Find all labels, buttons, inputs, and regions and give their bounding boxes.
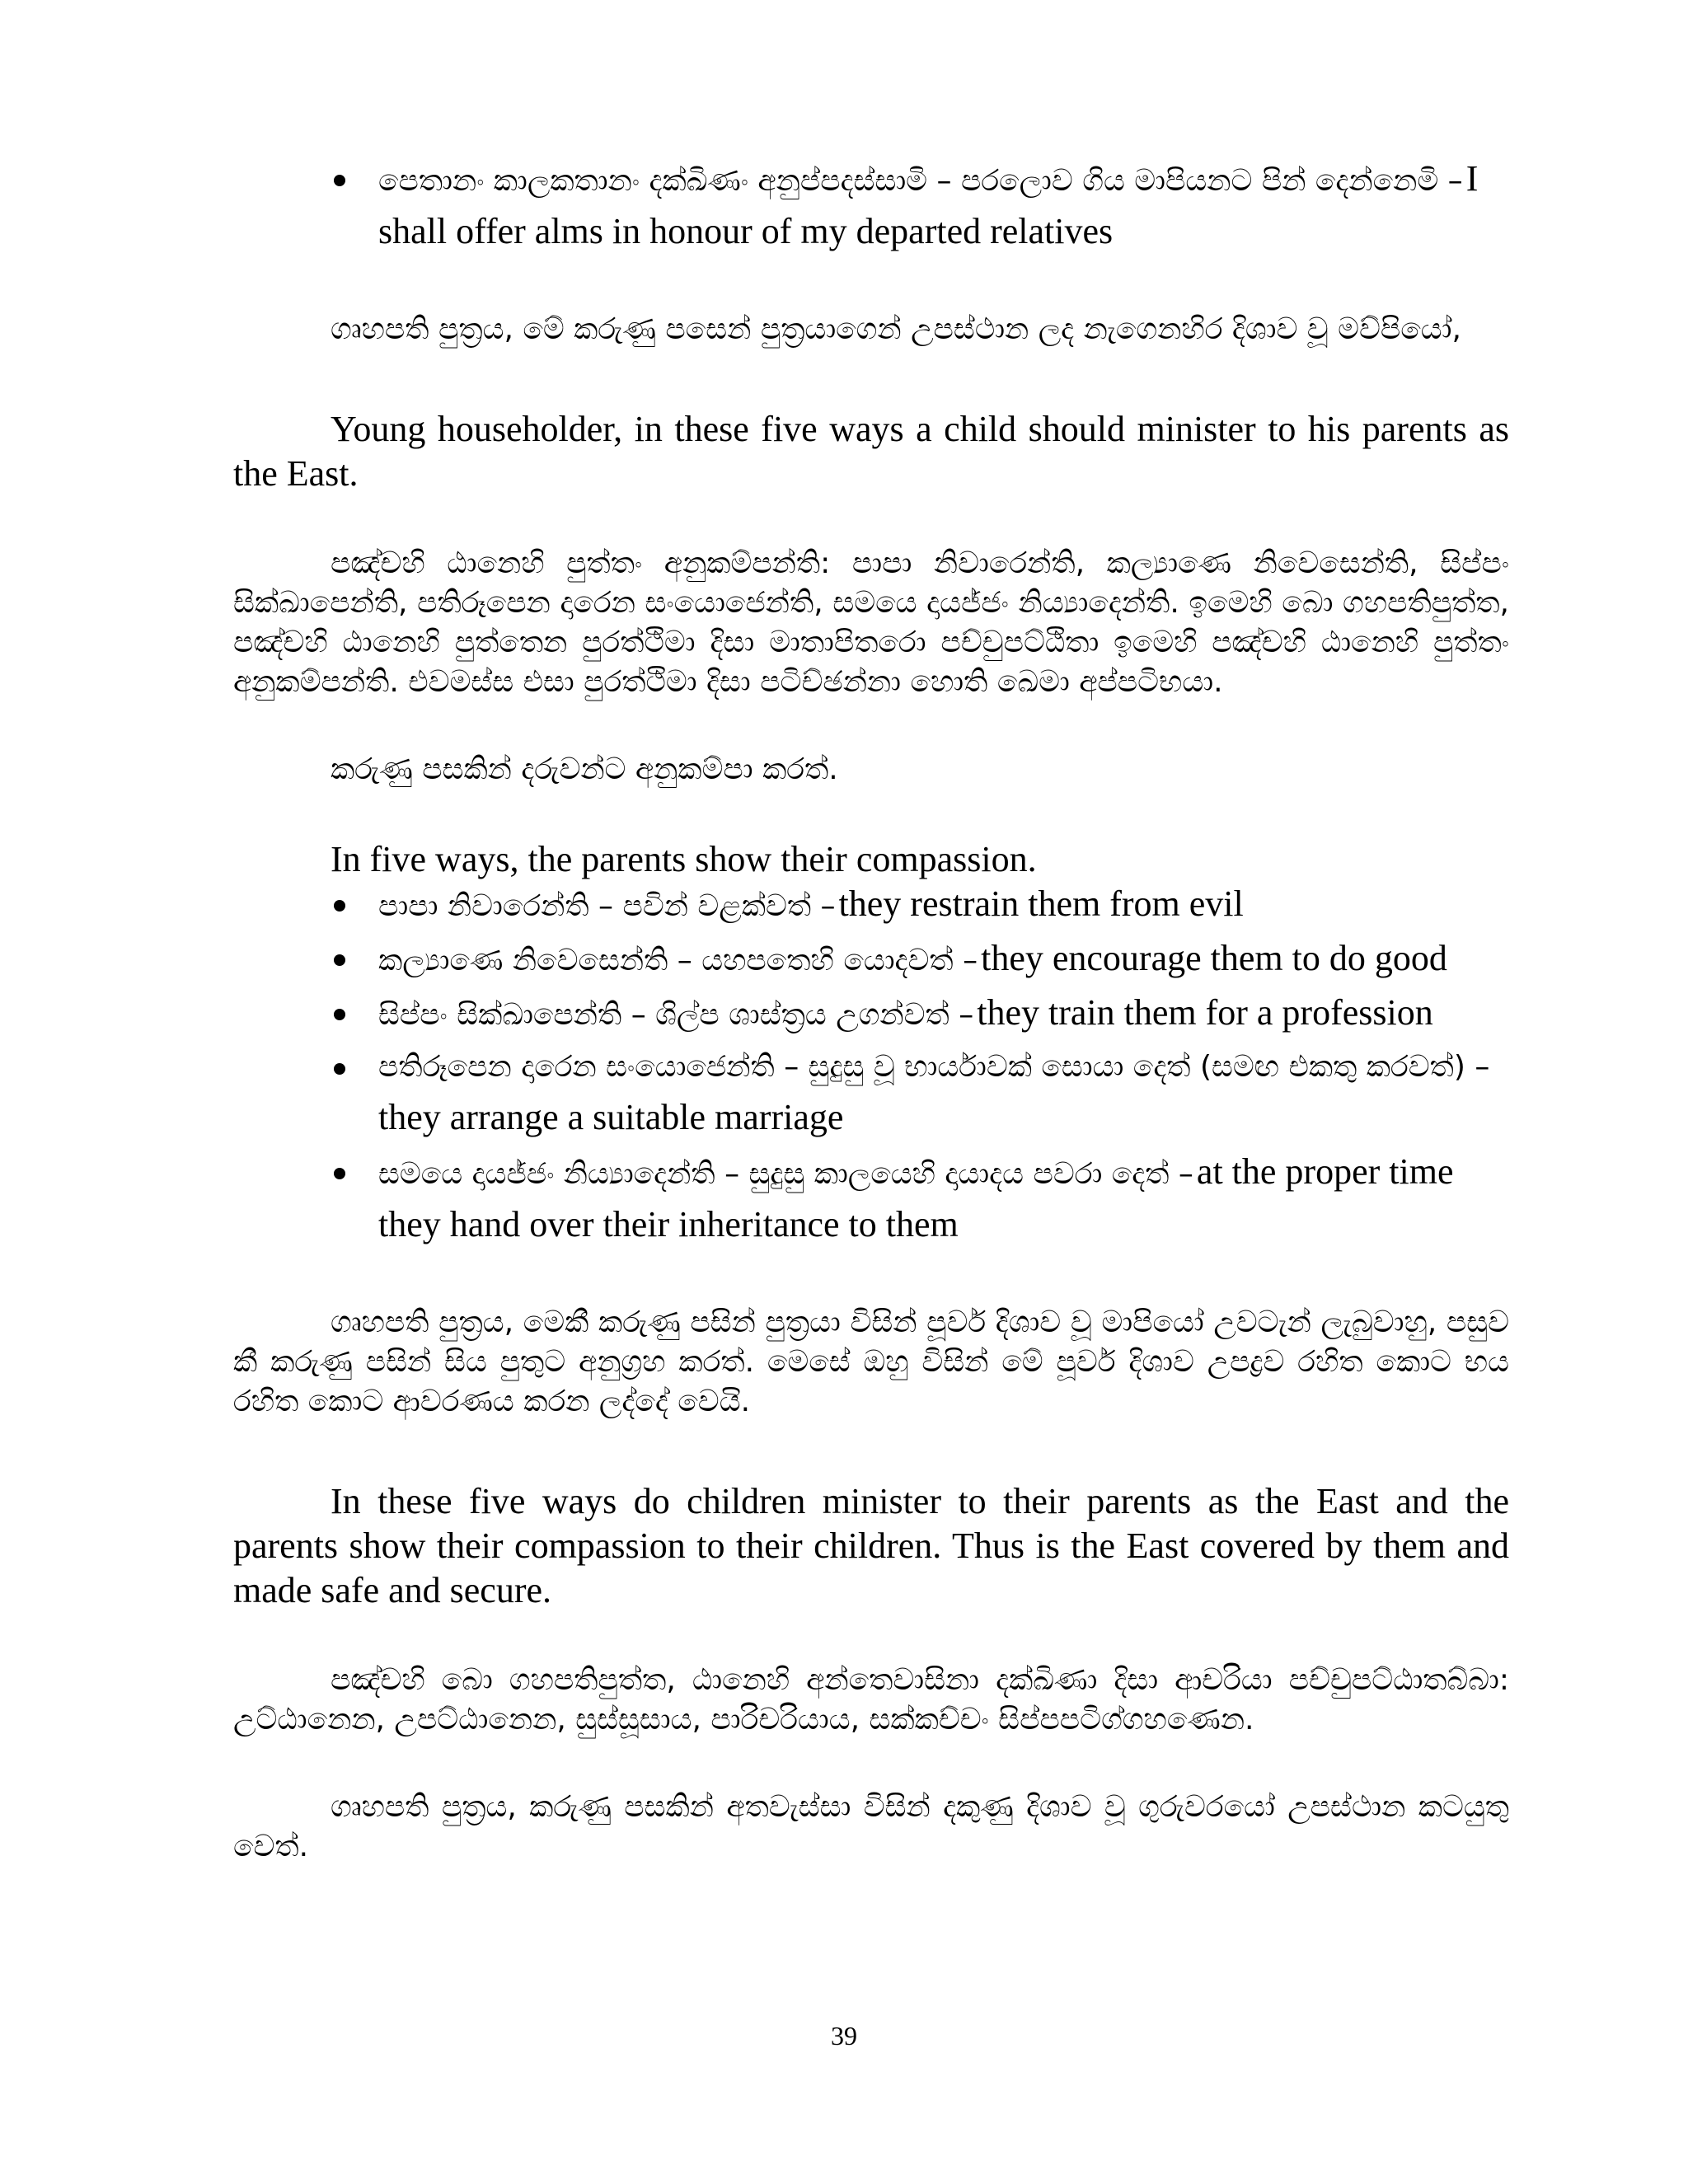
list-item bbox=[233, 991, 1509, 1043]
bullet-sinhala-text: සමයෙ දායජ්ජං නිය්‍යාදෙන්ති – සුදුසු කාලයෙහි දායාදය පවරා දෙත් – bbox=[378, 1157, 1193, 1191]
bullet-english-text: they restrain them from evil bbox=[838, 883, 1244, 924]
paragraph-english-3: In these five ways do children minister to their parents as the East and the parents show their compassion to their children. Thus is the East covered by them and made safe and secure. bbox=[233, 1481, 1509, 1610]
bullet-icon bbox=[334, 954, 345, 966]
page-number: 39 bbox=[831, 2021, 857, 2050]
bullet-icon bbox=[334, 1009, 345, 1020]
list-item bbox=[233, 1045, 1509, 1148]
bullet-english-text: I shall offer alms in honour of my departed relatives bbox=[378, 158, 1479, 251]
paragraph-sinhala-4: ගෘහපති පුත්‍රය, කරුණු පසකින් අතවැස්සා විසින් දකුණු දිශාව වූ ගුරුවරයෝ උපස්ථාන කටයුතු වෙත්. bbox=[233, 1790, 1509, 1863]
paragraph-english-1: Young householder, in these five ways a child should minister to his parents as the East. bbox=[233, 409, 1509, 494]
bullet-icon bbox=[334, 900, 345, 912]
list-item bbox=[233, 936, 1509, 989]
paragraph-english-2: In five ways, the parents show their compassion. bbox=[331, 839, 1037, 879]
bullet-sinhala-text: පාපා නිවාරෙන්ති – පවින් වළක්වත් – bbox=[378, 889, 836, 923]
bullet-english-text: they arrange a suitable marriage bbox=[378, 1097, 844, 1137]
bullet-english-text: they encourage them to do good bbox=[981, 938, 1447, 978]
bullet-english-text: they train them for a profession bbox=[977, 992, 1433, 1033]
list-item bbox=[233, 157, 1509, 262]
paragraph-sinhala-1: ගෘහපති පුත්‍රය, මේ කරුණු පසෙන් පුත්‍රයාගෙන් උපස්ථාන ලද නැගෙනහිර දිශාව වූ මව්පියෝ, bbox=[331, 312, 1461, 346]
bullet-english-text: at the proper time they hand over their inheritance to them bbox=[378, 1151, 1454, 1244]
list-item bbox=[233, 1150, 1509, 1255]
bullet-icon bbox=[334, 1168, 345, 1179]
list-item bbox=[233, 882, 1509, 935]
bullet-sinhala-text: සිප්පං සික්ඛාපෙන්ති – ශිල්ප ශාස්ත්‍රය උගන්වත් – bbox=[378, 998, 974, 1032]
bullet-icon bbox=[334, 175, 345, 186]
bullet-sinhala-text: පතිරූපෙන දාරෙන සංයොජෙන්ති – සුදුසු වූ භාර්යාවක් සොයා දෙත් (සමඟ එකතු කරවත්) – bbox=[378, 1050, 1490, 1084]
bullet-sinhala-text: පෙතානං කාලකතානං දක්ඛිණං අනුප්පදස්සාමි – පරලොව ගිය මාපියනට පින් දෙන්නෙමි – bbox=[378, 164, 1463, 198]
paragraph-pali-1: පඤ්චහි ඨානෙහි පුත්තං අනුකම්පන්ති: පාපා නිවාරෙන්ති, කල්‍යාණෙ නිවෙසෙන්ති, සිප්පං සික්ඛාපෙන්ති, පතිරූපෙන දාරෙන සංයොජෙන්ති, සමයෙ දායජ්ජං නිය්‍යාදෙන්ති. ඉමෙහි බො ගහපතිපුත්ත, පඤ්චහි ඨානෙහි පුත්තෙන පුරත්ථිමා දිසා මාතාපිතරො පච්චුපට්ඨිතා ඉමෙහි පඤ්චහි ඨානෙහි පුත්තං අනුකම්පන්ති. එවමස්ස එසා පුරත්ථිමා දිසා පටිච්ඡන්නා හොති ඛෙමා අප්පටිභයා. bbox=[233, 546, 1509, 699]
paragraph-sinhala-3: ගෘහපති පුත්‍රය, මෙකී කරුණු පසින් පුත්‍රයා විසින් පූර්ව දිශාව වූ මාපියෝ උවටැන් ලැබුවාහු, පසුව කී කරුණු පසින් සිය පුතුට අනුග්‍රහ කරත්. මෙසේ ඔහු විසින් මේ පූර්ව දිශාව උපද්‍රව රහිත කොට භය රහිත කොට ආවරණය කරන ලද්දේ වෙයි. bbox=[233, 1305, 1509, 1418]
page-content bbox=[233, 157, 1509, 1867]
paragraph-pali-2: පඤ්චහි බො ගහපතිපුත්ත, ඨානෙහි අන්තෙවාසිනා දක්ඛිණා දිසා ආචරියා පච්චුපට්ඨාතබ්බා: උට්ඨානෙන, උපට්ඨානෙන, සුස්සූසාය, පාරිචරියාය, සක්කච්චං සිප්පපටිග්ගහණෙන. bbox=[233, 1663, 1509, 1736]
bullet-sinhala-text: කල්‍යාණෙ නිවෙසෙන්ති – යහපතෙහි යොදවත් – bbox=[378, 944, 978, 977]
bullet-icon bbox=[334, 1063, 345, 1075]
bullet-list-departed-relatives bbox=[233, 157, 1509, 262]
bullet-list-parents-compassion bbox=[233, 882, 1509, 1255]
paragraph-sinhala-2: කරුණු පසකින් දරුවන්ට අනුකම්පා කරත්. bbox=[331, 752, 838, 786]
